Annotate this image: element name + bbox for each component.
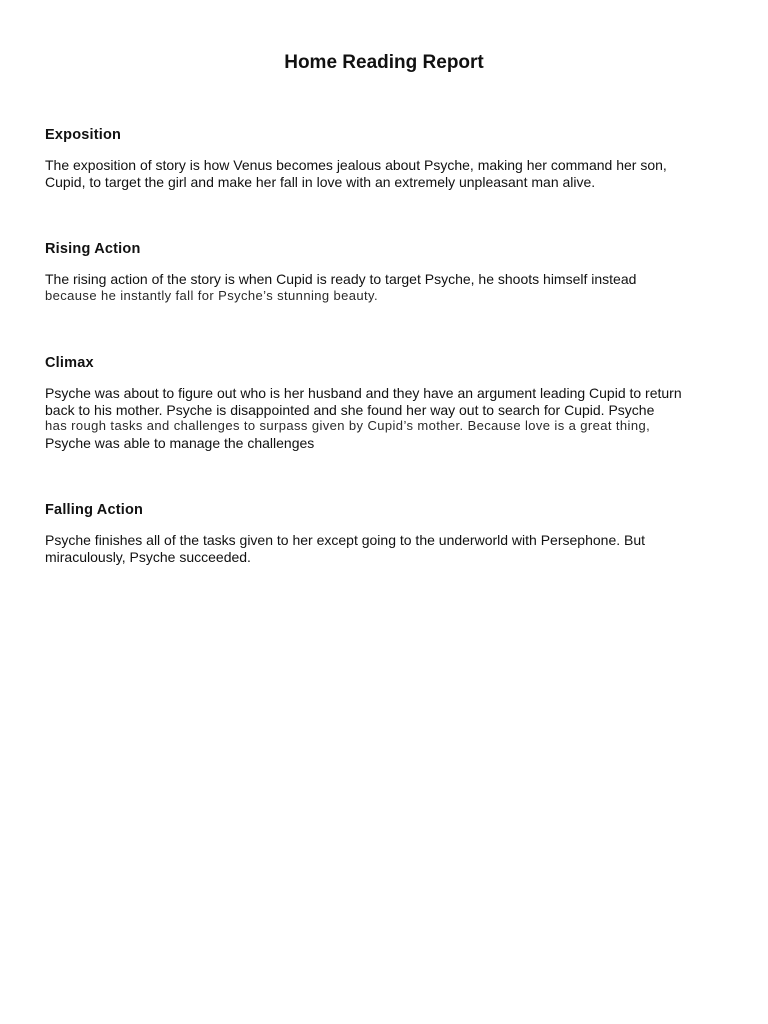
section-falling-action xyxy=(45,501,730,565)
page-title: Home Reading Report xyxy=(284,52,484,73)
section-rising-action xyxy=(45,240,730,304)
section-exposition xyxy=(45,126,730,190)
paragraph-line: Cupid, to target the girl and make her fall in love with an extremely unpleasant man alive. xyxy=(45,173,596,190)
paragraph-line: because he instantly fall for Psyche’s stunning beauty. xyxy=(45,287,378,303)
section-heading-climax: Climax xyxy=(45,355,94,371)
paragraph-line: Psyche finishes all of the tasks given to her except going to the underworld with Persephone. But xyxy=(45,532,646,548)
section-body-exposition xyxy=(45,157,730,190)
paragraph-line: miraculously, Psyche succeeded. xyxy=(45,548,251,565)
paragraph-line: Psyche was able to manage the challenges xyxy=(45,434,315,451)
section-climax xyxy=(45,354,730,451)
paragraph-line: Psyche was about to figure out who is her husband and they have an argument leading Cupid to return xyxy=(45,385,682,401)
section-heading-rising-action: Rising Action xyxy=(45,241,141,257)
section-body-rising-action xyxy=(45,271,730,304)
section-body-falling-action xyxy=(45,532,730,565)
section-heading-exposition: Exposition xyxy=(45,127,122,143)
section-heading-falling-action: Falling Action xyxy=(45,502,144,518)
paragraph-line: The rising action of the story is when Cupid is ready to target Psyche, he shoots himself instead xyxy=(45,271,637,287)
paragraph-line: The exposition of story is how Venus becomes jealous about Psyche, making her command her son, xyxy=(45,157,667,173)
paragraph-line: back to his mother. Psyche is disappointed and she found her way out to search for Cupid. Psyche xyxy=(45,401,655,418)
section-body-climax xyxy=(45,385,730,451)
paragraph-line: has rough tasks and challenges to surpass given by Cupid’s mother. Because love is a great thing, xyxy=(45,418,651,433)
